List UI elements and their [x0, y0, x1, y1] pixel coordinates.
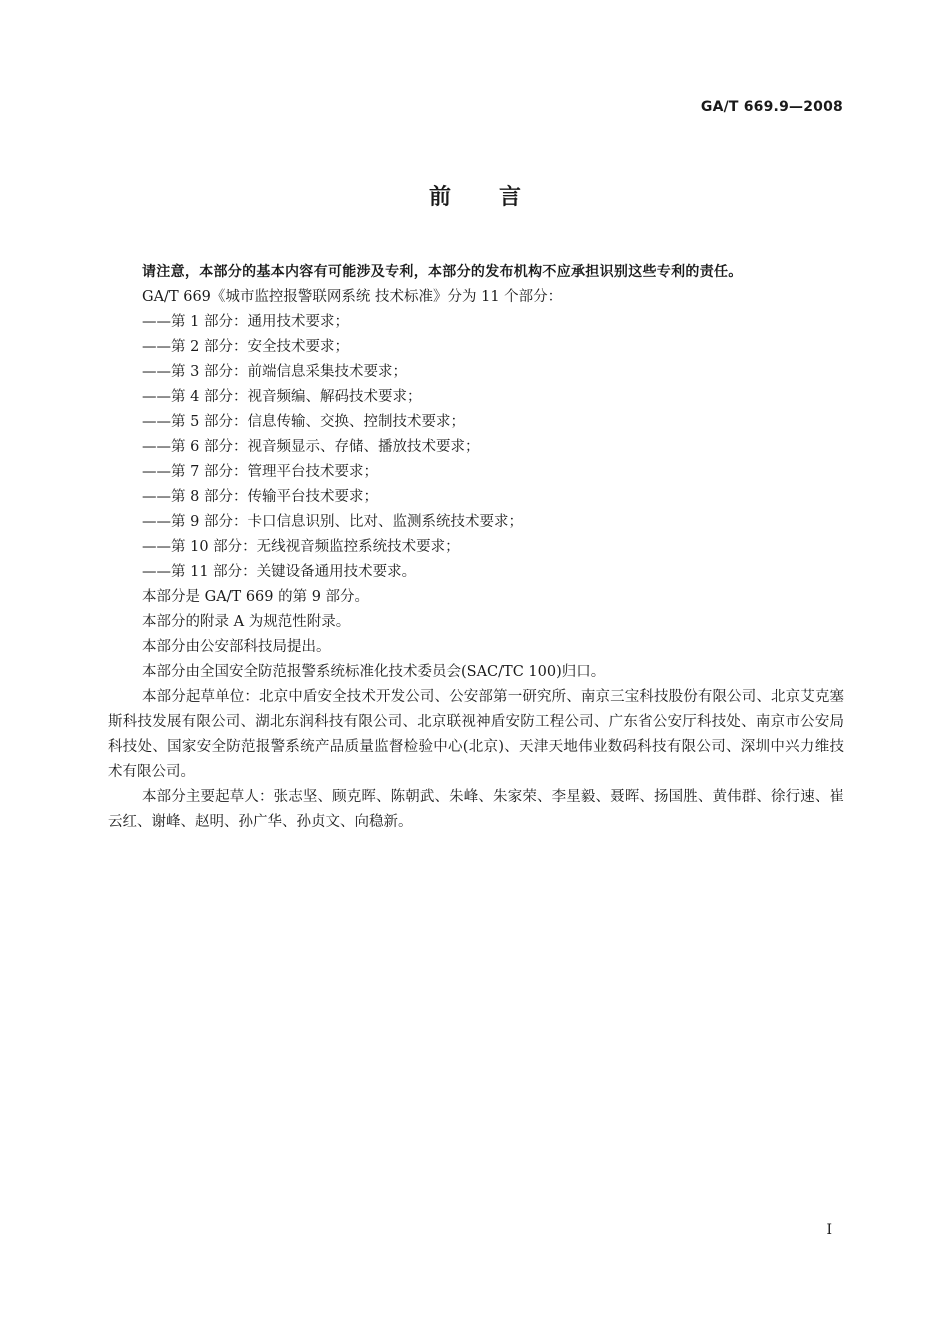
parts-list — [108, 310, 844, 585]
patent-notice: 请注意，本部分的基本内容有可能涉及专利，本部分的发布机构不应承担识别这些专利的责任。 — [142, 264, 743, 280]
intro-line: GA/T 669《城市监控报警联网系统 技术标准》分为 11 个部分： — [142, 289, 563, 305]
statement-committee: 本部分由全国安全防范报警系统标准化技术委员会(SAC/TC 100)归口。 — [142, 664, 606, 680]
page-number: I — [826, 1222, 832, 1238]
drafters-paragraph: 本部分主要起草人：张志坚、顾克晖、陈朝武、朱峰、朱家荣、李星毅、聂晖、扬国胜、黄伟群、徐行速、崔云红、谢峰、赵明、孙广华、孙贞文、向稳新。 — [108, 789, 844, 830]
list-item: ——第 5 部分：信息传输、交换、控制技术要求； — [142, 414, 465, 430]
page-title: 前言 — [428, 185, 569, 210]
list-item: ——第 6 部分：视音频显示、存储、播放技术要求； — [142, 439, 480, 455]
statement-annex: 本部分的附录 A 为规范性附录。 — [142, 614, 351, 630]
drafting-units-paragraph: 本部分起草单位：北京中盾安全技术开发公司、公安部第一研究所、南京三宝科技股份有限公司、北京艾克塞斯科技发展有限公司、湖北东润科技有限公司、北京联视神盾安防工程公司、广东省公安厅科技处、南京市公安局科技处、国家安全防范报警系统产品质量监督检验中心(北京)、天津天地伟业数码科技有限公司、深圳中兴力维技术有限公司。 — [108, 689, 844, 780]
standard-number: GA/T 669.9—2008 — [700, 99, 843, 115]
list-item: ——第 8 部分：传输平台技术要求； — [142, 489, 378, 505]
list-item: ——第 7 部分：管理平台技术要求； — [142, 464, 378, 480]
list-item: ——第 4 部分：视音频编、解码技术要求； — [142, 389, 422, 405]
list-item: ——第 1 部分：通用技术要求； — [142, 314, 349, 330]
list-item: ——第 2 部分：安全技术要求； — [142, 339, 349, 355]
list-item: ——第 3 部分：前端信息采集技术要求； — [142, 364, 407, 380]
list-item: ——第 9 部分：卡口信息识别、比对、监测系统技术要求； — [142, 514, 523, 530]
statement-proposer: 本部分由公安部科技局提出。 — [142, 639, 331, 655]
list-item: ——第 11 部分：关键设备通用技术要求。 — [142, 564, 417, 580]
foreword-body — [108, 260, 844, 835]
list-item: ——第 10 部分：无线视音频监控系统技术要求； — [142, 539, 460, 555]
statement-part-of: 本部分是 GA/T 669 的第 9 部分。 — [142, 589, 370, 605]
